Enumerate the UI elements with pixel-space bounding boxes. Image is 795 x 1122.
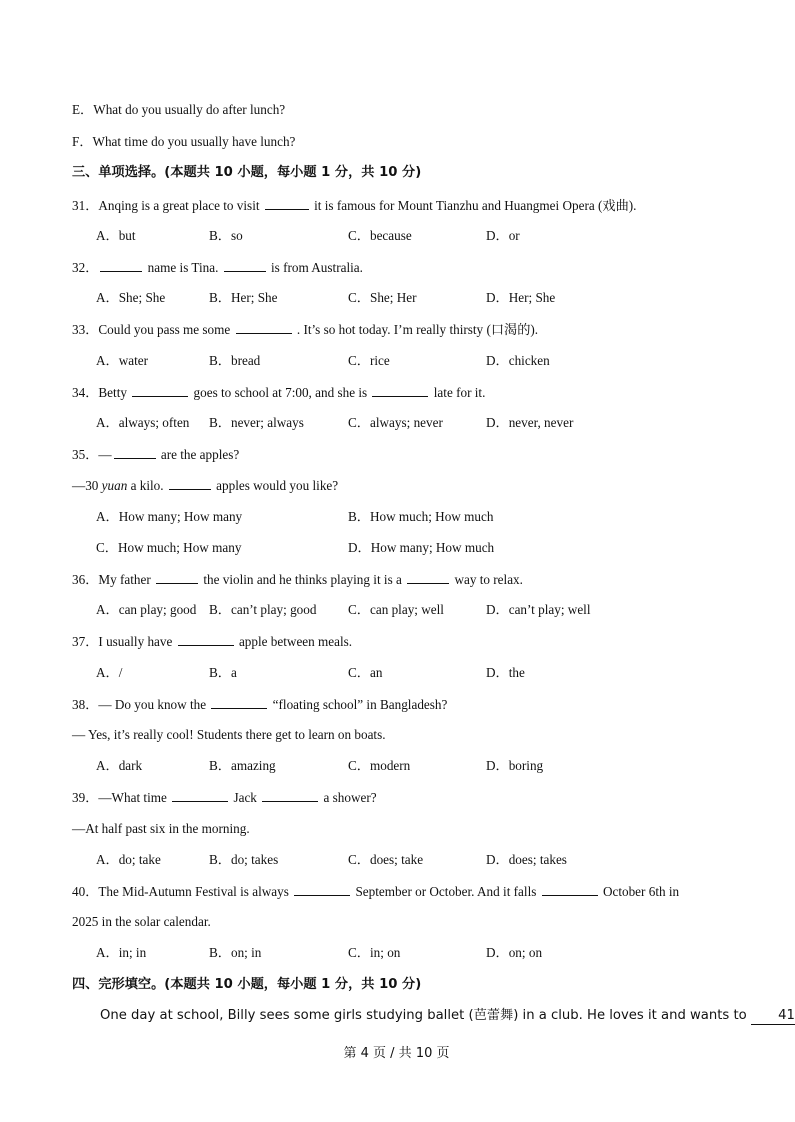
q34-text-mid: goes to school at 7:00, and she is (193, 385, 368, 400)
option-d: D．can’t play; well (486, 602, 591, 617)
option-a: A．always; often (96, 415, 190, 430)
answer-blank (132, 384, 188, 397)
option-c: C．How much; How many (96, 540, 242, 555)
q31-options (96, 228, 756, 244)
option-c: C．rice (348, 353, 390, 368)
q40-text-post: October 6th in (602, 884, 680, 899)
question-32 (72, 259, 363, 276)
answer-blank (407, 571, 449, 584)
answer-blank (542, 883, 598, 896)
answer-blank (169, 477, 211, 490)
option-d: D．the (486, 665, 525, 680)
q36-text-mid: the violin and he thinks playing it is a (203, 572, 402, 587)
option-d: D．or (486, 228, 520, 243)
answer-blank (178, 633, 234, 646)
q35-options-row-1 (96, 509, 756, 525)
q40-text-mid: September or October. And it falls (355, 884, 537, 899)
q37-text-pre: 37．I usually have (72, 634, 173, 649)
option-c: C．an (348, 665, 383, 680)
q38-text-post: “floating school” in Bangladesh? (272, 697, 448, 712)
q32-number: 32． (72, 260, 99, 275)
q39-options (96, 852, 756, 868)
section-4-title: 四、完形填空。(本题共 10 小题，每小题 1 分，共 10 分) (72, 977, 422, 992)
option-f-line: F．What time do you usually have lunch? (72, 134, 296, 149)
q33-text-post: . It’s so hot today. I’m really thirsty (口渴的). (296, 322, 539, 337)
question-40-line-2: 2025 in the solar calendar. (72, 914, 211, 929)
q33-options (96, 353, 756, 369)
answer-blank (265, 197, 309, 210)
option-d: D．never, never (486, 415, 574, 430)
question-38 (72, 696, 447, 713)
q35-text-post2: apples would you like? (216, 478, 339, 493)
q40-text-pre: 40．The Mid-Autumn Festival is always (72, 884, 289, 899)
q39-text-mid: Jack (233, 790, 257, 805)
q35-text-pre: 35．— (72, 447, 112, 462)
q40-options (96, 945, 756, 961)
question-36 (72, 571, 523, 588)
page-footer: 第 4 页 / 共 10 页 (343, 1046, 450, 1061)
q37-text-post: apple between meals. (238, 634, 353, 649)
q31-text-post: it is famous for Mount Tianzhu and Huangmei Opera (戏曲). (314, 198, 637, 213)
question-37 (72, 633, 352, 650)
q34-text-pre: 34．Betty (72, 385, 127, 400)
question-38-line-2: — Yes, it’s really cool! Students there get to learn on boats. (72, 727, 386, 742)
answer-blank (294, 883, 350, 896)
option-b: B．How much; How much (348, 509, 494, 524)
answer-blank (100, 259, 142, 272)
option-c: C．modern (348, 758, 411, 773)
q34-options (96, 415, 756, 431)
option-b: B．can’t play; good (209, 602, 317, 617)
q36-text-post: way to relax. (454, 572, 523, 587)
option-b: B．on; in (209, 945, 262, 960)
cloze-blank-41: 41 (751, 1008, 795, 1025)
option-c: C．She; Her (348, 290, 417, 305)
answer-blank (211, 696, 267, 709)
option-a: A．water (96, 353, 148, 368)
option-c: C．always; never (348, 415, 443, 430)
option-a: A．but (96, 228, 136, 243)
option-c: C．does; take (348, 852, 424, 867)
option-b: B．do; takes (209, 852, 279, 867)
question-35-line-2 (72, 477, 338, 494)
q36-options (96, 602, 756, 618)
option-d: D．on; on (486, 945, 543, 960)
answer-blank (236, 321, 292, 334)
option-b: B．so (209, 228, 243, 243)
q32-text-mid: name is Tina. (147, 260, 219, 275)
cloze-passage-first-line (100, 1008, 795, 1025)
option-a: A．/ (96, 665, 123, 680)
q38-options (96, 758, 756, 774)
q35-price: —30 (72, 478, 99, 493)
option-b: B．bread (209, 353, 261, 368)
q32-text-post: is from Australia. (270, 260, 363, 275)
q39-text-post: a shower? (323, 790, 377, 805)
q32-options (96, 290, 756, 306)
option-b: B．never; always (209, 415, 304, 430)
option-d: D．How many; How much (348, 540, 495, 555)
option-d: D．boring (486, 758, 544, 773)
q35-options-row-2 (96, 540, 756, 556)
option-d: D．does; takes (486, 852, 567, 867)
q38-text-pre: 38．— Do you know the (72, 697, 207, 712)
q35-yuan: yuan (101, 478, 128, 493)
question-39-line-2: —At half past six in the morning. (72, 821, 250, 836)
q34-text-post: late for it. (433, 385, 486, 400)
option-b: B．Her; She (209, 290, 278, 305)
answer-blank (262, 789, 318, 802)
q37-options (96, 665, 756, 681)
question-35 (72, 446, 239, 463)
option-c: C．because (348, 228, 412, 243)
option-b: B．a (209, 665, 237, 680)
option-d: D．Her; She (486, 290, 556, 305)
answer-blank (372, 384, 428, 397)
question-34 (72, 384, 485, 401)
option-a: A．How many; How many (96, 509, 243, 524)
q33-text-pre: 33．Could you pass me some (72, 322, 231, 337)
q31-text-pre: 31．Anqing is a great place to visit (72, 198, 260, 213)
option-b: B．amazing (209, 758, 276, 773)
answer-blank (172, 789, 228, 802)
answer-blank (156, 571, 198, 584)
q35-text-post: are the apples? (160, 447, 240, 462)
option-a: A．can play; good (96, 602, 197, 617)
option-a: A．do; take (96, 852, 161, 867)
question-39 (72, 789, 377, 806)
option-c: C．in; on (348, 945, 401, 960)
option-e-line: E．What do you usually do after lunch? (72, 102, 286, 117)
question-40 (72, 883, 679, 900)
question-33 (72, 321, 538, 338)
section-3-title: 三、单项选择。(本题共 10 小题，每小题 1 分，共 10 分) (72, 165, 422, 180)
option-a: A．dark (96, 758, 143, 773)
q35-text-mid: a kilo. (130, 478, 164, 493)
q36-text-pre: 36．My father (72, 572, 151, 587)
q39-text-pre: 39．—What time (72, 790, 167, 805)
option-a: A．She; She (96, 290, 166, 305)
question-31 (72, 197, 636, 214)
cloze-passage-text: One day at school, Billy sees some girls studying ballet (芭蕾舞) in a club. He loves it and wants to (100, 1008, 747, 1023)
option-c: C．can play; well (348, 602, 444, 617)
option-d: D．chicken (486, 353, 550, 368)
answer-blank (224, 259, 266, 272)
option-a: A．in; in (96, 945, 147, 960)
answer-blank (114, 446, 156, 459)
